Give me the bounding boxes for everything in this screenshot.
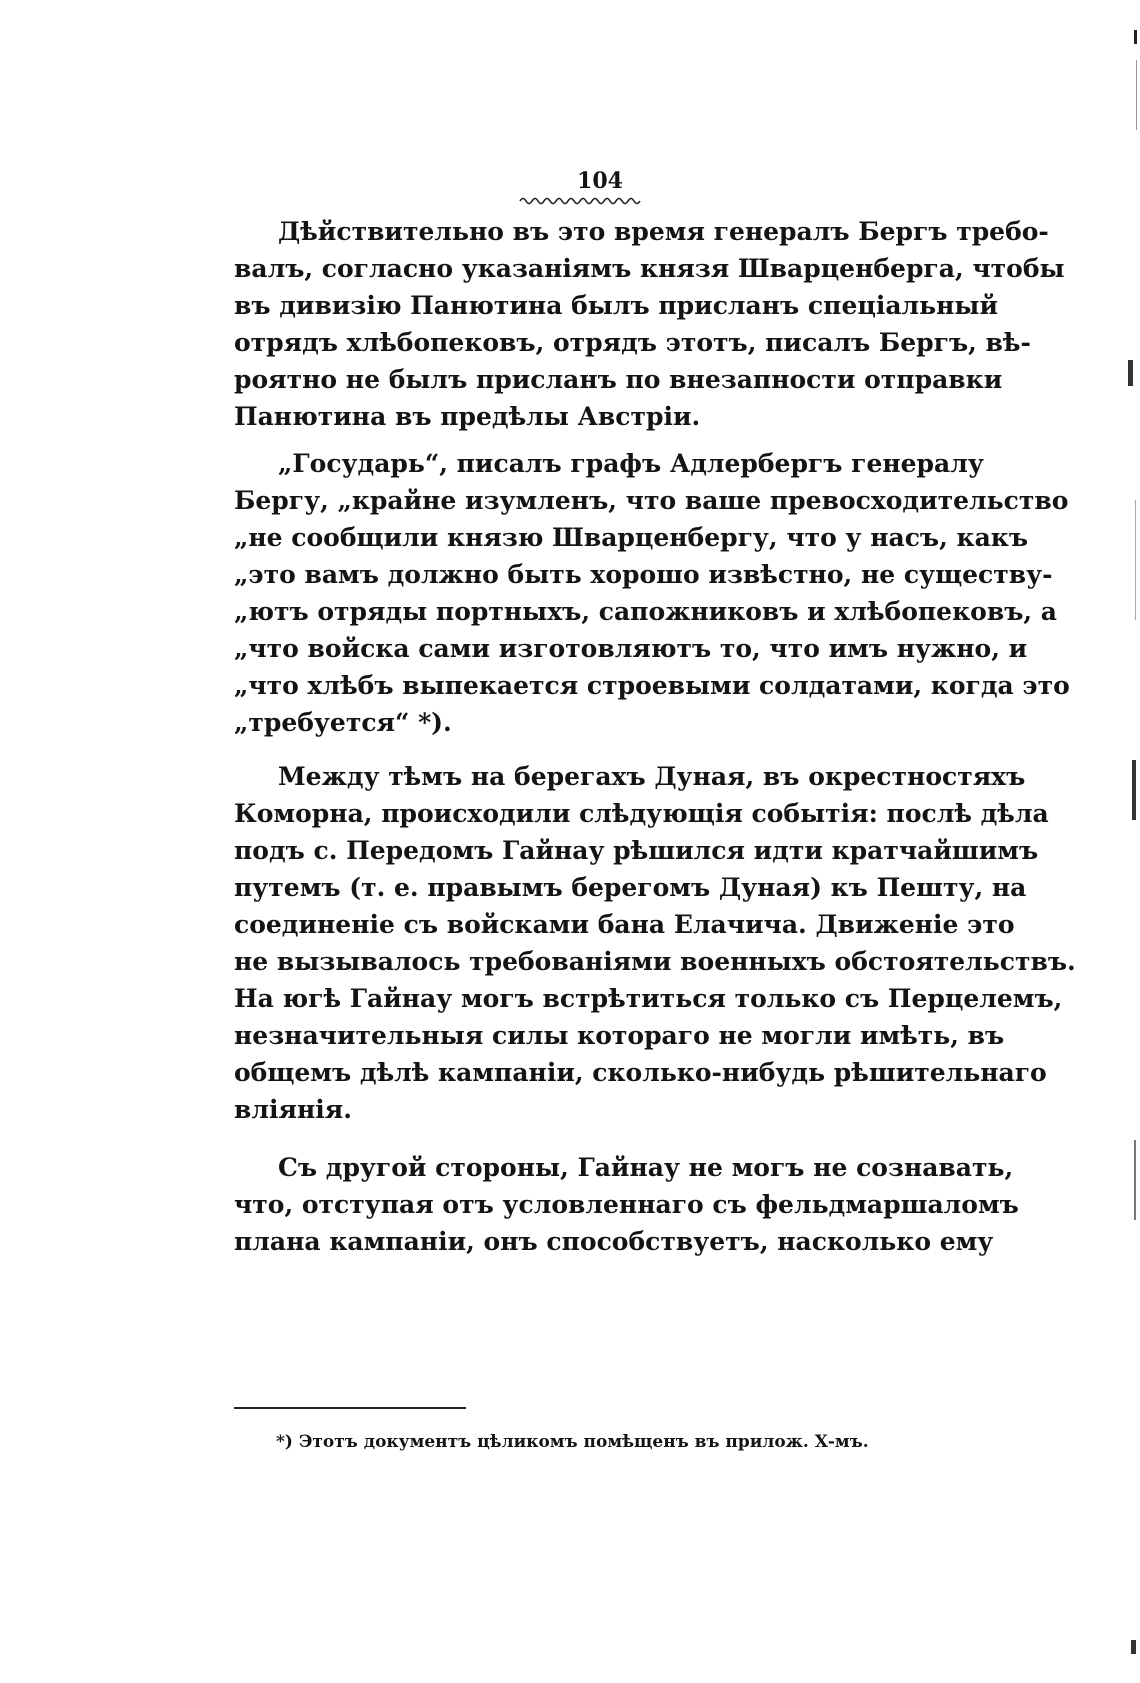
scan-edge-mark <box>1136 60 1137 130</box>
text-line: Съ другой стороны, Гайнау не могъ не сознавать, <box>278 1153 1014 1182</box>
scan-edge-mark <box>1131 1640 1136 1654</box>
scan-edge-mark <box>1128 360 1133 386</box>
footnote: *) Этотъ документъ цѣликомъ помѣщенъ въ прилож. Х-мъ. <box>276 1432 869 1452</box>
scan-edge-mark <box>1134 30 1137 44</box>
page-number: 104 <box>577 168 623 194</box>
scan-edge-mark <box>1132 760 1136 820</box>
text-line: не вызывалось требованіями военныхъ обстоятельствъ. <box>234 947 1076 976</box>
text-line: Коморна, происходили слѣдующія событія: послѣ дѣла <box>234 799 1049 828</box>
page-number-ornament <box>518 195 642 205</box>
text-line: роятно не былъ присланъ по внезапности отправки <box>234 365 1003 394</box>
text-line: отрядъ хлѣбопековъ, отрядъ этотъ, писалъ Бергъ, вѣ- <box>234 328 1031 357</box>
text-line: Панютина въ предѣлы Австріи. <box>234 402 701 431</box>
text-line: общемъ дѣлѣ кампаніи, сколько-нибудь рѣшительнаго <box>234 1058 1047 1087</box>
text-line: валъ, согласно указаніямъ князя Шварценберга, чтобы <box>234 254 1065 283</box>
scan-edge-mark <box>1134 1140 1136 1220</box>
text-line: въ дивизію Панютина былъ присланъ спеціальный <box>234 291 999 320</box>
text-line: „ютъ отряды портныхъ, сапожниковъ и хлѣбопековъ, а <box>234 597 1057 626</box>
scan-edge-mark <box>1135 500 1136 620</box>
text-line: Бергу, „крайне изумленъ, что ваше превосходительство <box>234 486 1069 515</box>
footnote-divider <box>234 1407 466 1409</box>
text-line: что, отступая отъ условленнаго съ фельдмаршаломъ <box>234 1190 1019 1219</box>
text-line: „не сообщили князю Шварценбергу, что у насъ, какъ <box>234 523 1028 552</box>
text-line: незначительныя силы котораго не могли имѣть, въ <box>234 1021 1005 1050</box>
text-line: плана кампаніи, онъ способствуетъ, насколько ему <box>234 1227 994 1256</box>
text-line: „это вамъ должно быть хорошо извѣстно, не существу- <box>234 560 1053 589</box>
text-line: „что хлѣбъ выпекается строевыми солдатами, когда это <box>234 671 1070 700</box>
text-line: вліянія. <box>234 1095 352 1124</box>
text-line: „требуется“ *). <box>234 708 452 737</box>
text-line: путемъ (т. е. правымъ берегомъ Дуная) къ Пешту, на <box>234 873 1027 902</box>
text-line: „Государь“, писалъ графъ Адлербергъ генералу <box>278 449 984 478</box>
text-line: соединеніе съ войсками бана Елачича. Движеніе это <box>234 910 1015 939</box>
text-line: подъ с. Передомъ Гайнау рѣшился идти кратчайшимъ <box>234 836 1039 865</box>
text-line: Между тѣмъ на берегахъ Дуная, въ окрестностяхъ <box>278 762 1026 791</box>
text-line: „что войска сами изготовляютъ то, что имъ нужно, и <box>234 634 1028 663</box>
text-line: На югѣ Гайнау могъ встрѣтиться только съ Перцелемъ, <box>234 984 1063 1013</box>
text-line: Дѣйствительно въ это время генералъ Бергъ требо- <box>278 217 1049 246</box>
